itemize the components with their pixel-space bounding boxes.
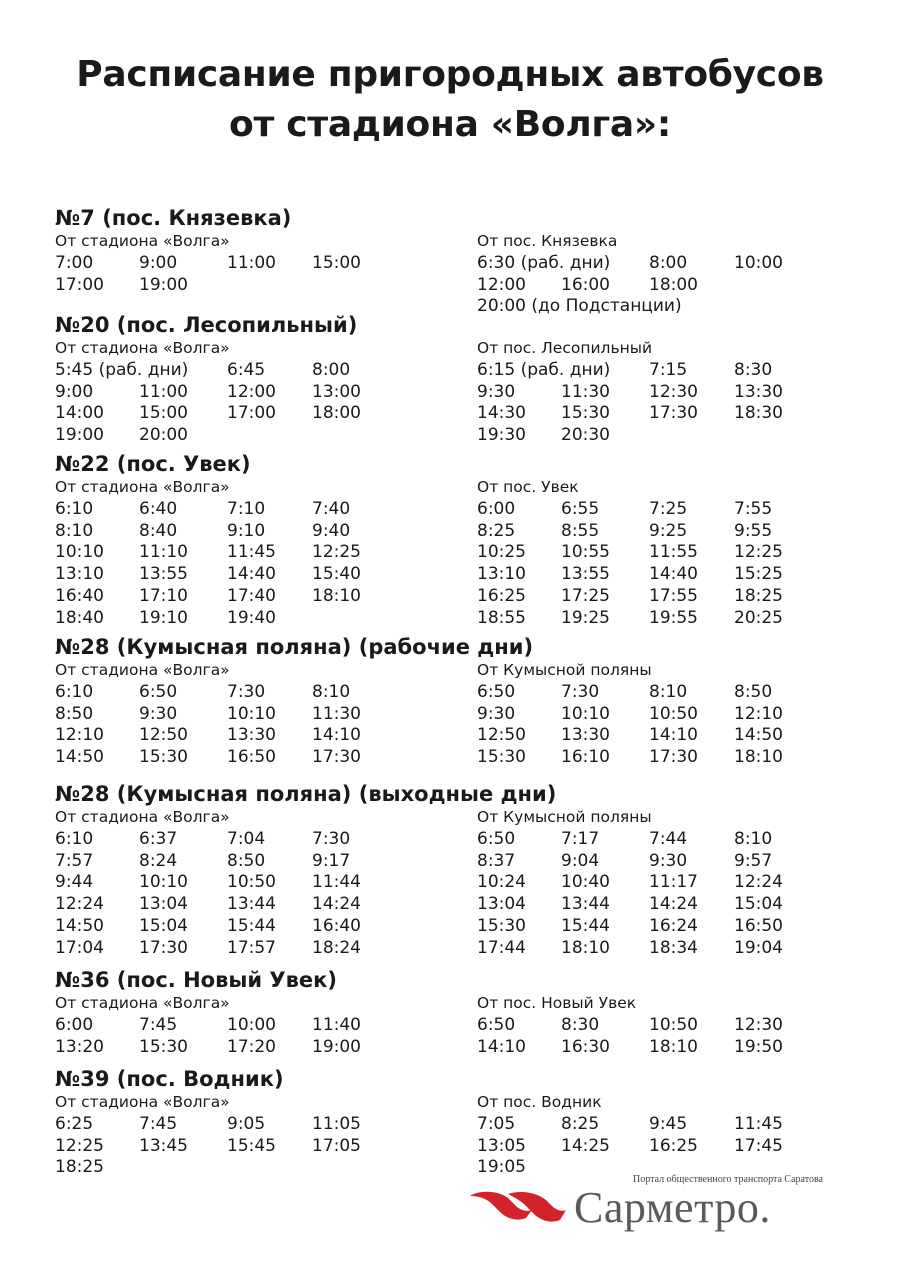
- departure-time: 16:24: [649, 915, 698, 936]
- departure-time: 18:10: [734, 747, 783, 768]
- time-row: [477, 499, 857, 521]
- departure-time: 11:30: [312, 703, 361, 724]
- departure-time: 10:00: [734, 252, 783, 273]
- route-title: №22 (пос. Увек): [55, 452, 251, 476]
- departure-time: 17:45: [734, 1135, 783, 1156]
- departure-time: 16:25: [477, 585, 526, 606]
- departure-time: 15:30: [561, 403, 610, 424]
- departure-time: 16:50: [734, 915, 783, 936]
- departure-time: 19:00: [139, 274, 188, 295]
- time-row: [477, 564, 857, 586]
- departure-time: 10:55: [561, 542, 610, 563]
- departure-time: 6:25: [55, 1113, 94, 1134]
- time-row: [55, 682, 435, 704]
- departure-time: 15:25: [734, 564, 783, 585]
- departure-time: 13:00: [312, 381, 361, 402]
- departure-time: 19:30: [477, 425, 526, 446]
- departure-time: 9:55: [734, 520, 773, 541]
- departure-time: 9:30: [477, 381, 516, 402]
- departure-time: 12:50: [139, 725, 188, 746]
- departures-from-destination: [477, 231, 857, 318]
- departure-time: 20:25: [734, 607, 783, 628]
- time-row: [55, 872, 435, 894]
- time-row: [55, 382, 435, 404]
- logo-wordmark: Сарметро.: [574, 1183, 771, 1232]
- departure-time: 9:00: [55, 381, 94, 402]
- departure-time: 11:30: [561, 381, 610, 402]
- departure-time: 12:25: [734, 542, 783, 563]
- departure-time: 12:50: [477, 725, 526, 746]
- time-row: [477, 275, 857, 297]
- departure-time: 9:57: [734, 850, 773, 871]
- departure-time: 8:30: [734, 359, 773, 380]
- departures-from-stadium: [55, 660, 435, 769]
- departure-time: 7:45: [139, 1113, 178, 1134]
- departure-time: 17:40: [227, 585, 276, 606]
- departure-time: 19:00: [312, 1036, 361, 1057]
- departure-time: 18:40: [55, 607, 104, 628]
- time-row: [477, 872, 857, 894]
- departure-time: 19:04: [734, 937, 783, 958]
- departure-time: 9:30: [649, 850, 688, 871]
- time-row: [477, 916, 857, 938]
- departure-time: 11:10: [139, 542, 188, 563]
- time-row: [477, 296, 857, 318]
- departure-time: 6:10: [55, 498, 94, 519]
- departure-time: 18:25: [55, 1157, 104, 1178]
- departure-time: 18:34: [649, 937, 698, 958]
- departure-time: 8:25: [561, 1113, 600, 1134]
- departure-time: 18:10: [312, 585, 361, 606]
- departures-from-stadium: [55, 338, 435, 447]
- departure-time: 9:04: [561, 850, 600, 871]
- time-row: [55, 275, 435, 297]
- time-row: [55, 586, 435, 608]
- time-row: [477, 403, 857, 425]
- departure-time: 14:50: [734, 725, 783, 746]
- departure-time: 10:10: [55, 542, 104, 563]
- title-line-1: Расписание пригородных автобусов: [76, 54, 824, 95]
- departure-time: 10:00: [227, 1014, 276, 1035]
- departure-time: 15:30: [477, 915, 526, 936]
- time-row: [55, 1114, 435, 1136]
- departure-time: 18:00: [312, 403, 361, 424]
- departure-time: 9:45: [649, 1113, 688, 1134]
- departure-time: 13:30: [227, 725, 276, 746]
- departure-time: 17:57: [227, 937, 276, 958]
- departure-time: 10:10: [227, 703, 276, 724]
- time-row: [55, 916, 435, 938]
- time-row: [477, 851, 857, 873]
- time-row: [55, 829, 435, 851]
- column-heading: От пос. Водник: [477, 1093, 602, 1111]
- time-row: [477, 608, 857, 630]
- departure-time: 19:00: [55, 425, 104, 446]
- departure-time: 6:30 (раб. дни): [477, 252, 611, 273]
- departure-note: 20:00 (до Подстанции): [477, 296, 682, 317]
- departure-time: 12:25: [55, 1135, 104, 1156]
- column-heading: От стадиона «Волга»: [55, 1093, 230, 1111]
- time-row: [55, 564, 435, 586]
- departure-time: 7:30: [227, 681, 266, 702]
- departure-time: 7:40: [312, 498, 351, 519]
- departure-time: 13:05: [477, 1135, 526, 1156]
- departure-time: 7:57: [55, 850, 94, 871]
- departure-time: 15:44: [561, 915, 610, 936]
- departures-from-stadium: [55, 807, 435, 960]
- departure-time: 12:30: [734, 1014, 783, 1035]
- departure-time: 17:20: [227, 1036, 276, 1057]
- departure-time: 9:30: [477, 703, 516, 724]
- route-title: №28 (Кумысная поляна) (выходные дни): [55, 782, 557, 806]
- departures-from-stadium: [55, 231, 435, 296]
- departure-time: 10:40: [561, 872, 610, 893]
- column-heading: От стадиона «Волга»: [55, 661, 230, 679]
- departure-time: 13:04: [139, 894, 188, 915]
- time-row: [477, 704, 857, 726]
- departure-time: 8:00: [649, 252, 688, 273]
- time-row: [55, 894, 435, 916]
- departure-time: 17:44: [477, 937, 526, 958]
- departure-time: 15:04: [734, 894, 783, 915]
- departures-from-destination: [477, 660, 857, 769]
- column-heading: От стадиона «Волга»: [55, 994, 230, 1012]
- departure-time: 18:10: [561, 937, 610, 958]
- column-heading: От Кумысной поляны: [477, 808, 652, 826]
- departure-time: 9:30: [139, 703, 178, 724]
- departure-time: 12:10: [55, 725, 104, 746]
- departure-time: 7:44: [649, 828, 688, 849]
- departure-time: 13:04: [477, 894, 526, 915]
- departure-time: 11:45: [734, 1113, 783, 1134]
- departure-time: 14:25: [561, 1135, 610, 1156]
- route-title: №36 (пос. Новый Увек): [55, 968, 337, 992]
- time-row: [55, 608, 435, 630]
- time-row: [477, 382, 857, 404]
- departure-time: 20:30: [561, 425, 610, 446]
- departure-time: 8:10: [55, 520, 94, 541]
- time-row: [477, 725, 857, 747]
- departure-time: 13:30: [561, 725, 610, 746]
- column-heading: От стадиона «Волга»: [55, 339, 230, 357]
- departure-time: 9:25: [649, 520, 688, 541]
- departures-from-destination: [477, 338, 857, 447]
- departure-time: 11:00: [139, 381, 188, 402]
- departure-time: 8:55: [561, 520, 600, 541]
- departure-time: 13:55: [561, 564, 610, 585]
- time-row: [477, 425, 857, 447]
- column-heading: От пос. Князевка: [477, 232, 618, 250]
- title-line-2: от стадиона «Волга»:: [229, 104, 671, 145]
- logo-tagline: Портал общественного транспорта Саратова: [633, 1174, 823, 1185]
- departure-time: 7:30: [312, 828, 351, 849]
- departure-time: 16:25: [649, 1135, 698, 1156]
- departure-time: 17:10: [139, 585, 188, 606]
- departure-time: 10:50: [649, 703, 698, 724]
- departures-from-stadium: [55, 477, 435, 630]
- departure-time: 7:05: [477, 1113, 516, 1134]
- departure-time: 6:50: [139, 681, 178, 702]
- column-heading: От пос. Увек: [477, 478, 579, 496]
- departure-time: 10:10: [139, 872, 188, 893]
- departure-time: 6:40: [139, 498, 178, 519]
- departure-time: 13:44: [227, 894, 276, 915]
- departure-time: 8:40: [139, 520, 178, 541]
- departure-time: 11:00: [227, 252, 276, 273]
- departure-time: 9:05: [227, 1113, 266, 1134]
- time-row: [477, 682, 857, 704]
- time-row: [55, 403, 435, 425]
- departure-time: 13:20: [55, 1036, 104, 1057]
- time-row: [55, 851, 435, 873]
- departure-time: 19:10: [139, 607, 188, 628]
- departures-from-destination: [477, 993, 857, 1058]
- departure-time: 15:44: [227, 915, 276, 936]
- departure-time: 18:25: [734, 585, 783, 606]
- departure-time: 14:50: [55, 915, 104, 936]
- departure-time: 19:50: [734, 1036, 783, 1057]
- departure-time: 11:40: [312, 1014, 361, 1035]
- departure-time: 12:00: [477, 274, 526, 295]
- departure-time: 5:45 (раб. дни): [55, 359, 189, 380]
- departure-time: 9:10: [227, 520, 266, 541]
- time-row: [477, 1037, 857, 1059]
- departure-time: 15:40: [312, 564, 361, 585]
- time-row: [55, 542, 435, 564]
- departure-time: 13:55: [139, 564, 188, 585]
- time-row: [477, 829, 857, 851]
- time-row: [477, 542, 857, 564]
- time-row: [477, 1015, 857, 1037]
- departure-time: 14:40: [227, 564, 276, 585]
- departure-time: 7:45: [139, 1014, 178, 1035]
- departure-time: 13:45: [139, 1135, 188, 1156]
- departure-time: 6:10: [55, 828, 94, 849]
- time-row: [55, 360, 435, 382]
- departure-time: 17:30: [649, 403, 698, 424]
- departures-from-stadium: [55, 993, 435, 1058]
- departure-time: 9:00: [139, 252, 178, 273]
- departure-time: 12:24: [55, 894, 104, 915]
- departure-time: 10:50: [227, 872, 276, 893]
- departure-time: 10:25: [477, 542, 526, 563]
- column-heading: От пос. Лесопильный: [477, 339, 653, 357]
- departure-time: 6:37: [139, 828, 178, 849]
- time-row: [477, 521, 857, 543]
- departure-time: 6:00: [55, 1014, 94, 1035]
- departure-time: 15:04: [139, 915, 188, 936]
- departure-time: 11:05: [312, 1113, 361, 1134]
- departures-from-stadium: [55, 1092, 435, 1179]
- time-row: [477, 253, 857, 275]
- route-title: №39 (пос. Водник): [55, 1067, 284, 1091]
- page-title: [0, 50, 900, 150]
- time-row: [55, 747, 435, 769]
- time-row: [477, 747, 857, 769]
- departure-time: 14:00: [55, 403, 104, 424]
- departure-time: 18:24: [312, 937, 361, 958]
- departure-time: 7:15: [649, 359, 688, 380]
- departure-time: 8:50: [227, 850, 266, 871]
- departure-time: 16:10: [561, 747, 610, 768]
- departure-time: 8:50: [55, 703, 94, 724]
- departure-time: 15:45: [227, 1135, 276, 1156]
- departure-time: 8:24: [139, 850, 178, 871]
- departure-time: 8:10: [734, 828, 773, 849]
- departure-time: 13:30: [734, 381, 783, 402]
- time-row: [55, 938, 435, 960]
- departure-time: 9:40: [312, 520, 351, 541]
- departure-time: 15:00: [139, 403, 188, 424]
- departure-time: 15:30: [139, 747, 188, 768]
- departure-time: 8:30: [561, 1014, 600, 1035]
- time-row: [55, 704, 435, 726]
- departure-time: 16:40: [55, 585, 104, 606]
- departure-time: 17:55: [649, 585, 698, 606]
- departure-time: 6:55: [561, 498, 600, 519]
- departure-time: 16:30: [561, 1036, 610, 1057]
- departure-time: 8:10: [312, 681, 351, 702]
- departure-time: 17:25: [561, 585, 610, 606]
- departure-time: 17:00: [227, 403, 276, 424]
- departure-time: 14:24: [649, 894, 698, 915]
- departure-time: 11:17: [649, 872, 698, 893]
- departure-time: 11:45: [227, 542, 276, 563]
- departure-time: 6:00: [477, 498, 516, 519]
- departure-time: 12:25: [312, 542, 361, 563]
- departure-time: 7:30: [561, 681, 600, 702]
- time-row: [477, 1114, 857, 1136]
- column-heading: От стадиона «Волга»: [55, 232, 230, 250]
- departure-time: 8:25: [477, 520, 516, 541]
- departure-time: 14:10: [312, 725, 361, 746]
- departure-time: 11:44: [312, 872, 361, 893]
- departure-time: 14:10: [649, 725, 698, 746]
- departure-time: 17:30: [139, 937, 188, 958]
- departure-time: 14:50: [55, 747, 104, 768]
- departure-time: 10:24: [477, 872, 526, 893]
- departure-time: 13:10: [55, 564, 104, 585]
- route-title: №20 (пос. Лесопильный): [55, 313, 358, 337]
- departure-time: 19:05: [477, 1157, 526, 1178]
- departure-time: 6:50: [477, 828, 516, 849]
- departure-time: 9:17: [312, 850, 351, 871]
- departure-time: 16:00: [561, 274, 610, 295]
- departure-time: 15:00: [312, 252, 361, 273]
- departure-time: 19:25: [561, 607, 610, 628]
- time-row: [477, 586, 857, 608]
- departure-time: 7:10: [227, 498, 266, 519]
- column-heading: От Кумысной поляны: [477, 661, 652, 679]
- departure-time: 8:00: [312, 359, 351, 380]
- time-row: [477, 894, 857, 916]
- time-row: [477, 1136, 857, 1158]
- column-heading: От пос. Новый Увек: [477, 994, 637, 1012]
- time-row: [477, 360, 857, 382]
- departure-time: 6:45: [227, 359, 266, 380]
- departure-time: 8:50: [734, 681, 773, 702]
- departure-time: 20:00: [139, 425, 188, 446]
- departure-time: 17:00: [55, 274, 104, 295]
- departure-time: 10:10: [561, 703, 610, 724]
- departure-time: 12:10: [734, 703, 783, 724]
- departure-time: 13:10: [477, 564, 526, 585]
- departure-time: 17:05: [312, 1135, 361, 1156]
- sarmetro-logo: [468, 1172, 868, 1232]
- departure-time: 6:15 (раб. дни): [477, 359, 611, 380]
- departure-time: 7:25: [649, 498, 688, 519]
- departures-from-destination: [477, 807, 857, 960]
- departure-time: 8:37: [477, 850, 516, 871]
- route-title: №28 (Кумысная поляна) (рабочие дни): [55, 635, 534, 659]
- time-row: [55, 1157, 435, 1179]
- departures-from-destination: [477, 1092, 857, 1179]
- route-title: №7 (пос. Князевка): [55, 206, 292, 230]
- column-heading: От стадиона «Волга»: [55, 478, 230, 496]
- departure-time: 10:50: [649, 1014, 698, 1035]
- departure-time: 12:00: [227, 381, 276, 402]
- departure-time: 19:40: [227, 607, 276, 628]
- departure-time: 7:04: [227, 828, 266, 849]
- time-row: [477, 938, 857, 960]
- departure-time: 18:55: [477, 607, 526, 628]
- departure-time: 18:00: [649, 274, 698, 295]
- departure-time: 15:30: [139, 1036, 188, 1057]
- time-row: [55, 1015, 435, 1037]
- departure-time: 12:24: [734, 872, 783, 893]
- departure-time: 17:30: [649, 747, 698, 768]
- column-heading: От стадиона «Волга»: [55, 808, 230, 826]
- time-row: [55, 499, 435, 521]
- departure-time: 18:10: [649, 1036, 698, 1057]
- departure-time: 16:40: [312, 915, 361, 936]
- time-row: [55, 521, 435, 543]
- departure-time: 14:10: [477, 1036, 526, 1057]
- departure-time: 14:24: [312, 894, 361, 915]
- sarmetro-logo-icon: [468, 1188, 568, 1224]
- departure-time: 17:30: [312, 747, 361, 768]
- departure-time: 16:50: [227, 747, 276, 768]
- departures-from-destination: [477, 477, 857, 630]
- time-row: [55, 1037, 435, 1059]
- time-row: [55, 425, 435, 447]
- departure-time: 13:44: [561, 894, 610, 915]
- departure-time: 6:50: [477, 681, 516, 702]
- departure-time: 6:10: [55, 681, 94, 702]
- departure-time: 8:10: [649, 681, 688, 702]
- departure-time: 9:44: [55, 872, 94, 893]
- departure-time: 18:30: [734, 403, 783, 424]
- departure-time: 7:17: [561, 828, 600, 849]
- departure-time: 19:55: [649, 607, 698, 628]
- departure-time: 6:50: [477, 1014, 516, 1035]
- time-row: [55, 1136, 435, 1158]
- departure-time: 12:30: [649, 381, 698, 402]
- time-row: [55, 253, 435, 275]
- departure-time: 7:55: [734, 498, 773, 519]
- departure-time: 14:40: [649, 564, 698, 585]
- departure-time: 7:00: [55, 252, 94, 273]
- departure-time: 15:30: [477, 747, 526, 768]
- departure-time: 17:04: [55, 937, 104, 958]
- time-row: [55, 725, 435, 747]
- departure-time: 14:30: [477, 403, 526, 424]
- departure-time: 11:55: [649, 542, 698, 563]
